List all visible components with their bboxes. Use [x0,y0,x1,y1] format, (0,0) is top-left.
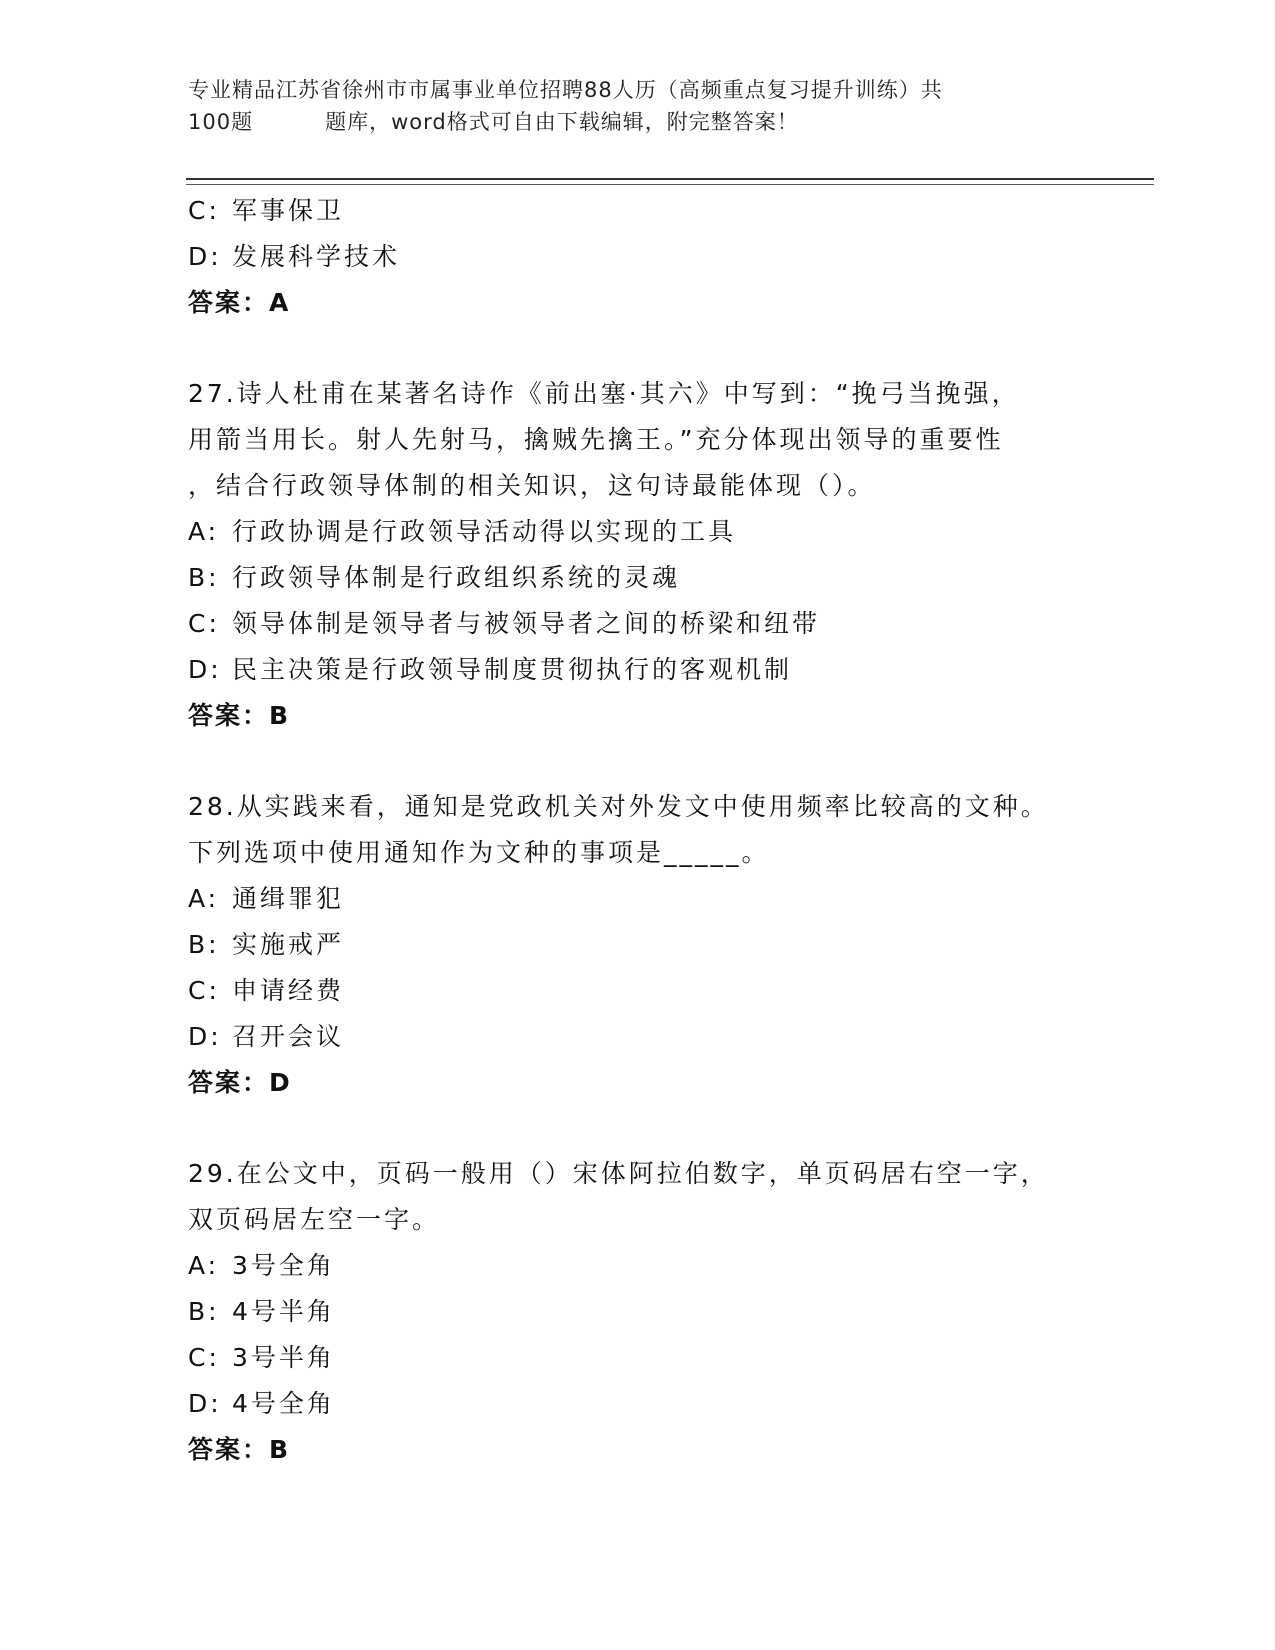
document-header [188,74,1088,138]
option-text: 行政领导体制是行政组织系统的灵魂 [232,563,681,592]
option-row [188,968,1118,1014]
answer-line: 答案：D [188,1068,292,1097]
option-row [188,1289,1118,1335]
option-label: B: [188,1297,220,1326]
question-block-28 [188,784,1118,1106]
option-row [188,1381,1118,1427]
question-content [188,188,1118,1473]
header-rule-thin [186,184,1154,185]
option-row [188,509,1118,555]
option-label: D: [188,242,222,271]
option-text: 发展科学技术 [232,242,401,271]
answer-line: 答案：A [188,288,291,317]
answer-line: 答案：B [188,1435,291,1464]
option-label: D: [188,1389,222,1418]
option-label: A: [188,517,220,546]
option-row [188,876,1118,922]
option-label: A: [188,1251,220,1280]
header-description: 题库，word格式可自由下载编辑，附完整答案！ [325,110,799,134]
question-text-line: 29.在公文中，页码一般用（）宋体阿拉伯数字，单页码居右空一字， [188,1159,1049,1188]
option-row [188,1335,1118,1381]
option-label: C: [188,1343,220,1372]
option-label: B: [188,563,220,592]
option-label: C: [188,976,220,1005]
option-row [188,188,1118,234]
question-text-line: 双页码居左空一字。 [188,1205,441,1234]
option-label: D: [188,1022,222,1051]
question-text-line: 下列选项中使用通知作为文种的事项是_____。 [188,838,770,867]
question-text-line: 用箭当用长。射人先射马，擒贼先擒王。”充分体现出领导的重要性 [188,425,1004,454]
option-label: C: [188,196,220,225]
option-row [188,234,1118,280]
question-text-line: 27.诗人杜甫在某著名诗作《前出塞·其六》中写到：“挽弓当挽强， [188,379,1020,408]
header-question-count: 100题 [188,110,254,134]
option-label: C: [188,609,220,638]
option-row [188,922,1118,968]
option-row [188,601,1118,647]
header-rule-thick [186,178,1154,180]
option-text: 实施戒严 [232,930,345,959]
option-row [188,1014,1118,1060]
option-label: A: [188,884,220,913]
option-text: 3号半角 [232,1343,335,1372]
option-label: B: [188,930,220,959]
option-text: 领导体制是领导者与被领导者之间的桥梁和纽带 [232,609,821,638]
option-label: D: [188,655,222,684]
option-text: 民主决策是行政领导制度贯彻执行的客观机制 [232,655,793,684]
option-text: 军事保卫 [232,196,345,225]
question-block-29 [188,1151,1118,1473]
option-text: 申请经费 [232,976,345,1005]
option-text: 3号全角 [232,1251,335,1280]
option-row [188,555,1118,601]
header-title-line-1: 专业精品江苏省徐州市市属事业单位招聘88人历（高频重点复习提升训练）共 [188,78,943,102]
option-text: 召开会议 [232,1022,345,1051]
question-block-27 [188,371,1118,739]
question-text-line: 28.从实践来看，通知是党政机关对外发文中使用频率比较高的文种。 [188,792,1049,821]
answer-line: 答案：B [188,701,291,730]
option-text: 通缉罪犯 [232,884,345,913]
option-row [188,647,1118,693]
option-text: 4号半角 [232,1297,335,1326]
option-row [188,1243,1118,1289]
option-text: 行政协调是行政领导活动得以实现的工具 [232,517,737,546]
option-text: 4号全角 [232,1389,335,1418]
header-title-line-2 [188,106,1088,138]
question-text-line: ，结合行政领导体制的相关知识，这句诗最能体现（）。 [188,471,876,500]
